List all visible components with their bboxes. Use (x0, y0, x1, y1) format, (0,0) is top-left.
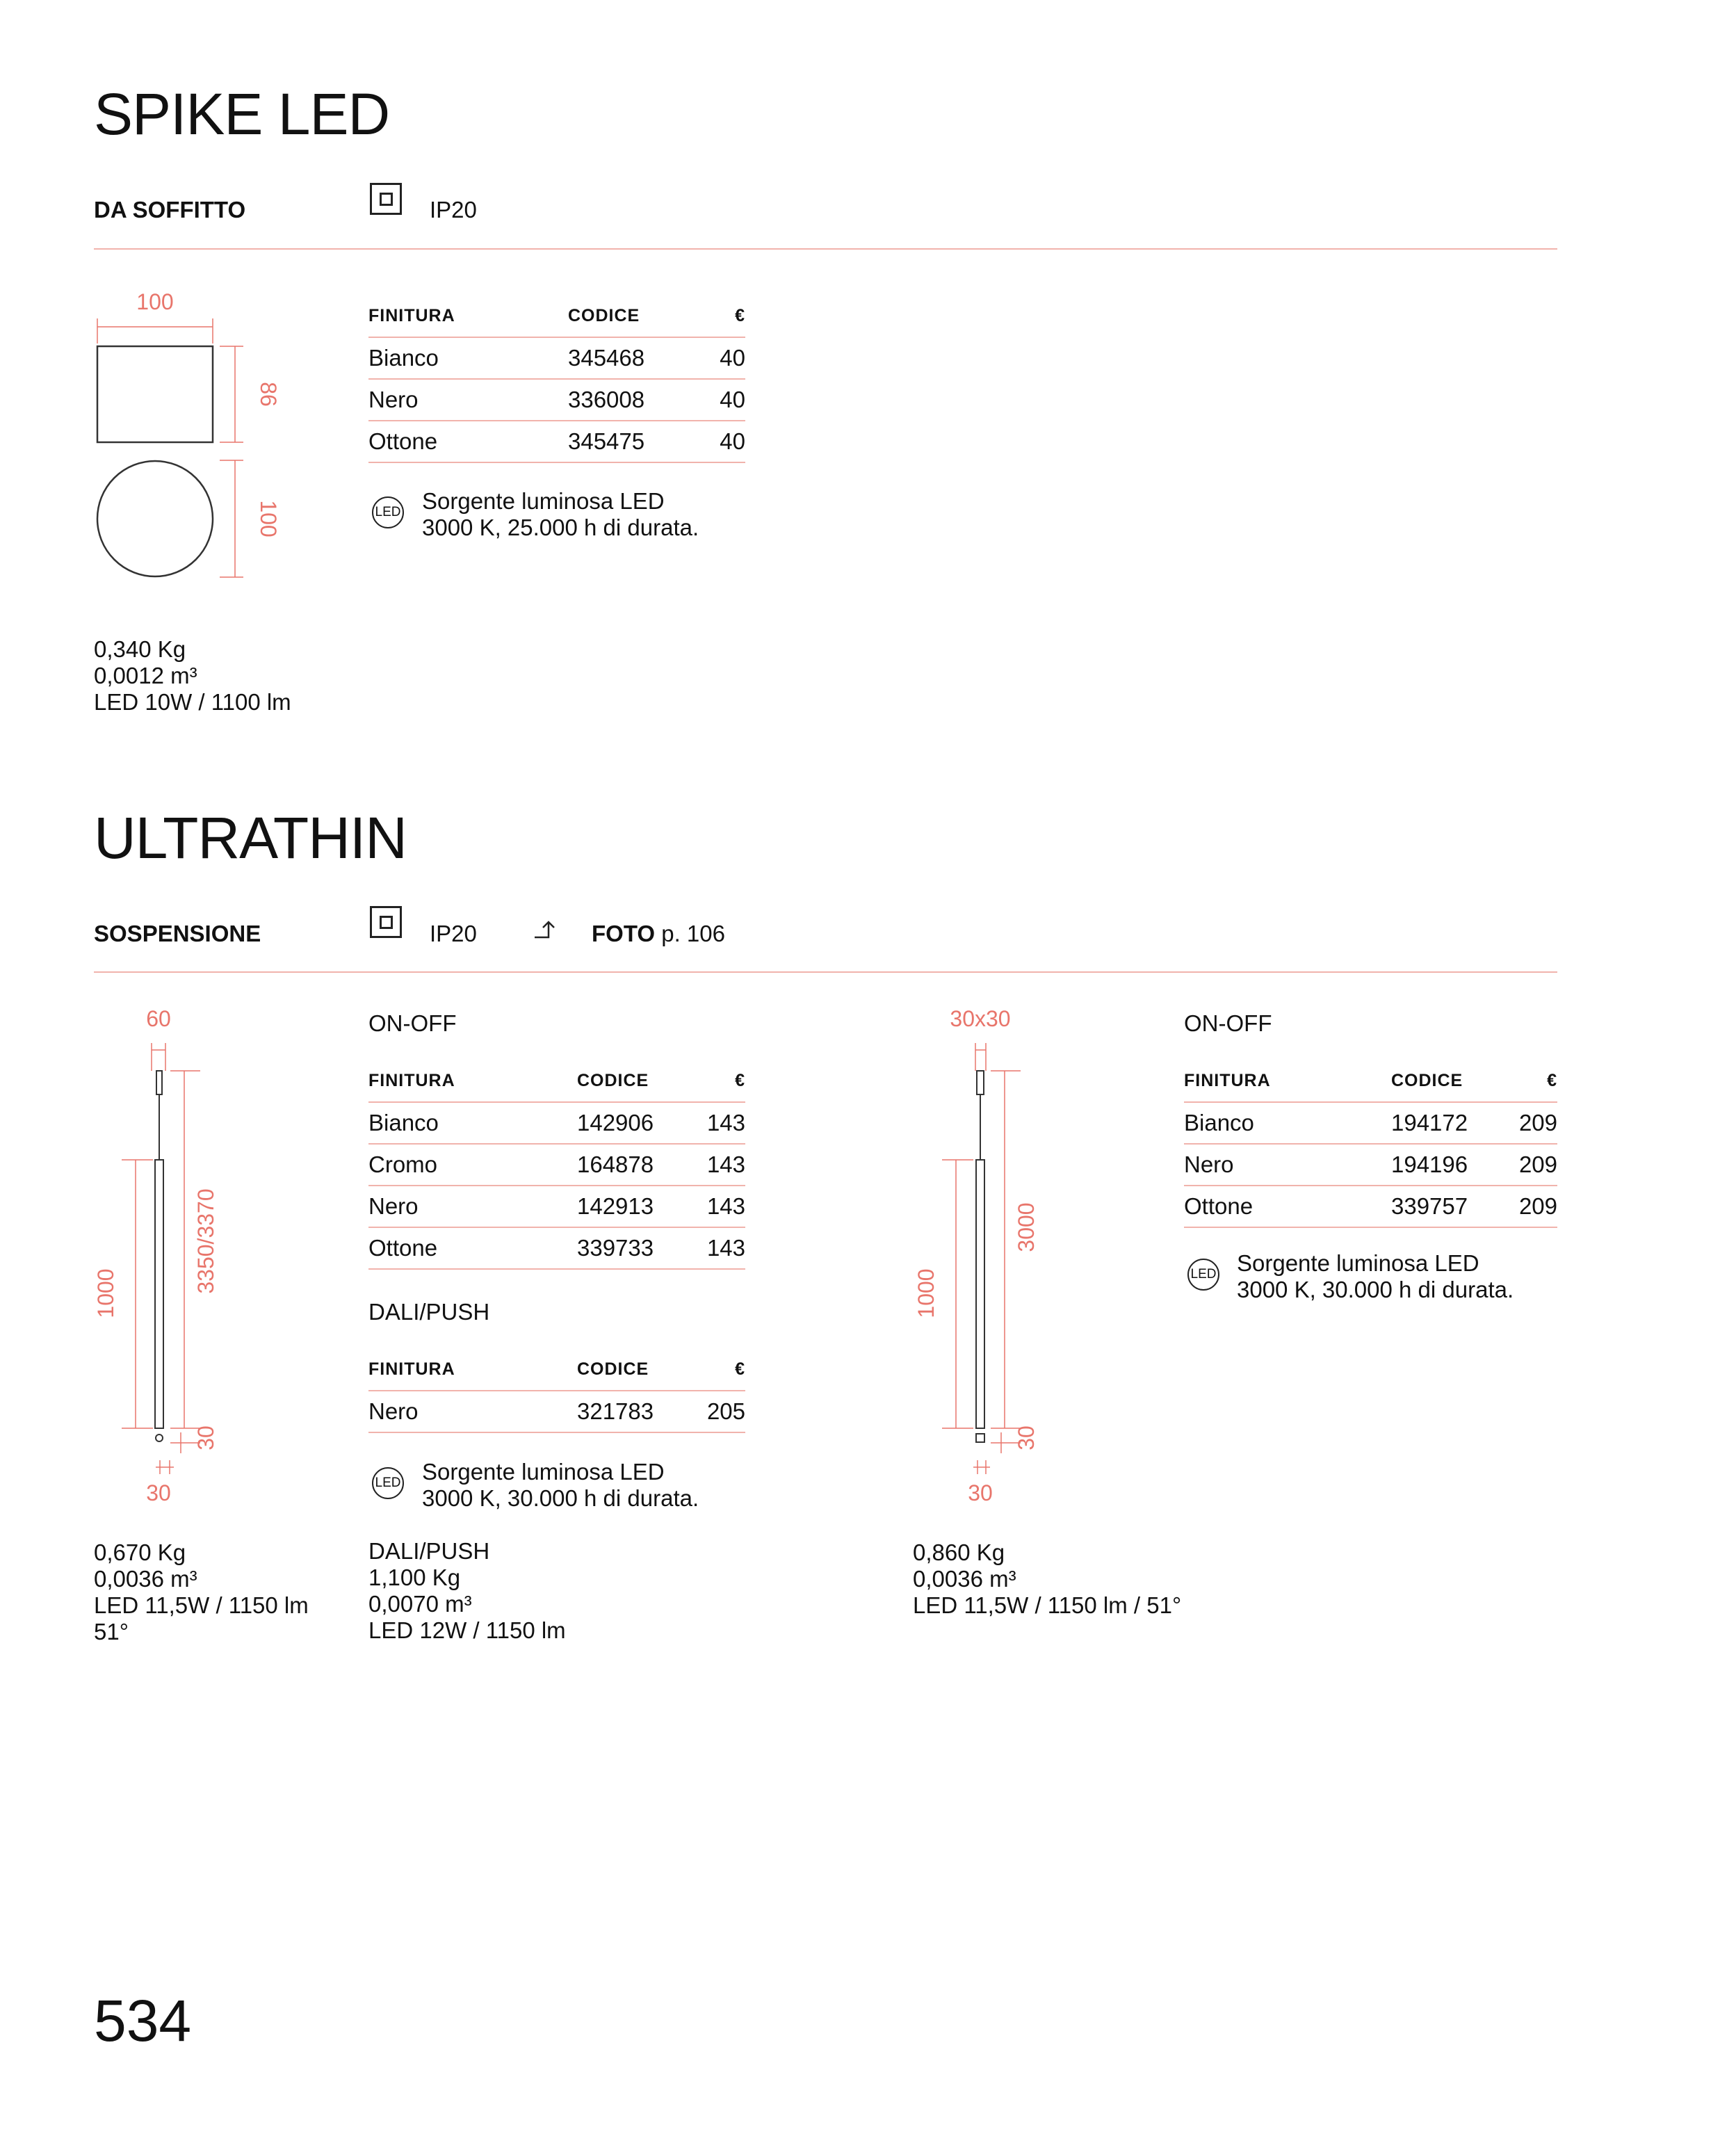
table-row: Nero 321783 205 (368, 1391, 745, 1433)
light-source-note: Sorgente luminosa LED 3000 K, 30.000 h di durata. (422, 1459, 699, 1511)
product-top-view (97, 461, 213, 576)
led-icon: LED (372, 1467, 404, 1499)
dim-top: 30x30 (950, 1006, 1011, 1031)
ultrathin-dali-specs: DALI/PUSH 1,100 Kg 0,0070 m³ LED 12W / 1150 lm (368, 1538, 566, 1643)
dim-bottom: 30 (968, 1480, 993, 1505)
divider (94, 971, 1557, 973)
table-row: Bianco 142906 143 (368, 1103, 745, 1145)
spike-price-table (368, 306, 745, 463)
table-row: Nero 194196 209 (1184, 1145, 1557, 1186)
ultrathin-dali-table (368, 1359, 745, 1433)
dim-side: 30 (1014, 1425, 1039, 1450)
dim-total: 3000 (1014, 1202, 1039, 1252)
ultrathin-square-specs: 0,860 Kg 0,0036 m³ LED 11,5W / 1150 lm / 51° (913, 1539, 1182, 1618)
dim-total: 3350/3370 (193, 1188, 218, 1294)
dim-top: 60 (146, 1006, 171, 1031)
ip-rating: IP20 (430, 197, 477, 223)
table-header: FINITURA CODICE € (368, 1071, 745, 1103)
table-header: FINITURA CODICE € (368, 306, 745, 338)
led-icon: LED (372, 496, 404, 528)
ultrathin-onoff-table (368, 1071, 745, 1270)
ip-rating-icon (370, 906, 402, 938)
led-icon: LED (1187, 1259, 1219, 1291)
dim-side: 30 (193, 1425, 218, 1450)
dim-diameter: 100 (256, 500, 281, 538)
ultrathin-drawing-square (904, 1001, 1071, 1516)
table-row: Ottone 339757 209 (1184, 1186, 1557, 1228)
table-row: Ottone 339733 143 (368, 1228, 745, 1270)
table-header: FINITURA CODICE € (1184, 1071, 1557, 1103)
dim-body: 1000 (914, 1268, 939, 1318)
table-header: FINITURA CODICE € (368, 1359, 745, 1391)
onoff-label: ON-OFF (368, 1010, 457, 1036)
ultrathin-square-onoff-table (1184, 1071, 1557, 1228)
category-label: SOSPENSIONE (94, 921, 261, 946)
spike-specs: 0,340 Kg 0,0012 m³ LED 10W / 1100 lm (94, 636, 291, 715)
table-row: Cromo 164878 143 (368, 1145, 745, 1186)
dim-height: 86 (256, 382, 281, 407)
dali-label: DALI/PUSH (368, 1299, 490, 1325)
table-row: Bianco 194172 209 (1184, 1103, 1557, 1145)
product-side-view (97, 346, 213, 442)
section-title-ultrathin: ULTRATHIN (94, 805, 407, 871)
ultrathin-drawing-round (83, 1001, 250, 1516)
ip-rating-icon (370, 183, 402, 215)
divider (94, 248, 1557, 250)
table-row: Nero 336008 40 (368, 380, 745, 421)
table-row: Bianco 345468 40 (368, 338, 745, 380)
dim-width: 100 (136, 289, 174, 314)
ultrathin-round-specs: 0,670 Kg 0,0036 m³ LED 11,5W / 1150 lm 51° (94, 1539, 309, 1644)
photo-reference[interactable]: FOTO p. 106 (592, 921, 725, 946)
light-source-note: Sorgente luminosa LED 3000 K, 25.000 h di durata. (422, 488, 699, 540)
section-title-spike: SPIKE LED (94, 81, 390, 147)
light-source-note: Sorgente luminosa LED 3000 K, 30.000 h di durata. (1237, 1250, 1514, 1302)
ip-rating: IP20 (430, 921, 477, 946)
dim-bottom: 30 (146, 1480, 171, 1505)
spike-dimension-drawing (83, 278, 292, 584)
page-number: 534 (94, 1988, 192, 2053)
dim-body: 1000 (93, 1268, 118, 1318)
arrow-up-right-icon (532, 916, 560, 944)
table-row: Ottone 345475 40 (368, 421, 745, 463)
table-row: Nero 142913 143 (368, 1186, 745, 1228)
category-label: DA SOFFITTO (94, 197, 246, 223)
onoff-label: ON-OFF (1184, 1010, 1272, 1036)
